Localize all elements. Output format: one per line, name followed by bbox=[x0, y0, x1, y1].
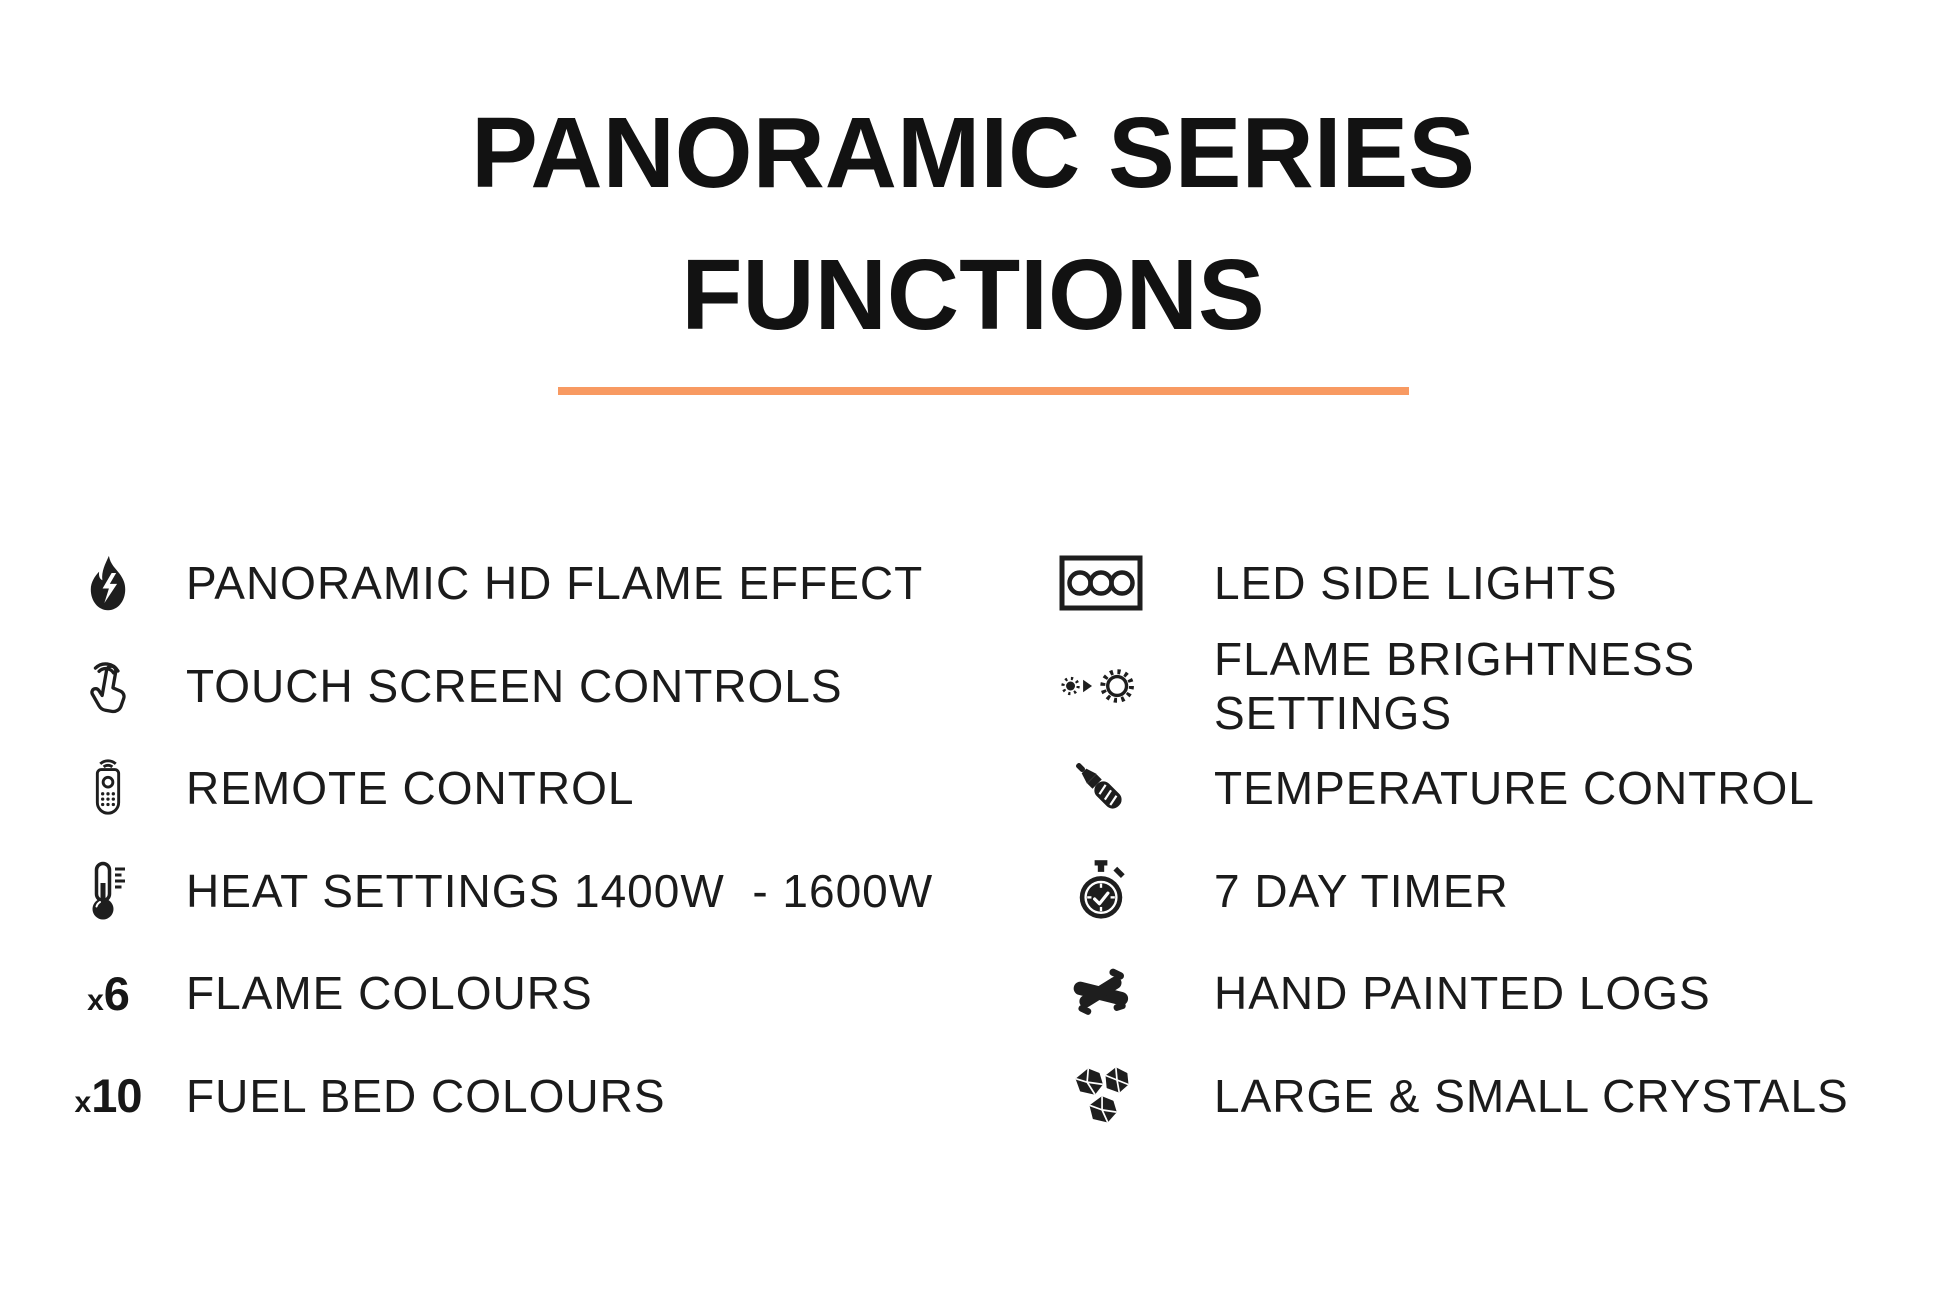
stopwatch-icon bbox=[1058, 855, 1144, 927]
x10-badge-prefix: x bbox=[74, 1086, 92, 1120]
page-title bbox=[0, 82, 1946, 366]
feature-label: FUEL BED COLOURS bbox=[186, 1069, 666, 1122]
feature-label: HAND PAINTED LOGS bbox=[1214, 967, 1711, 1020]
feature-label: TEMPERATURE CONTROL bbox=[1214, 762, 1815, 815]
x6-badge bbox=[75, 966, 141, 1021]
feature-row bbox=[1058, 840, 1946, 943]
x6-badge-prefix: x bbox=[87, 983, 104, 1017]
feature-label: LARGE & SMALL CRYSTALS bbox=[1214, 1069, 1849, 1122]
feature-label: FLAME COLOURS bbox=[186, 967, 593, 1020]
feature-row bbox=[1058, 1045, 1946, 1148]
feature-column-left bbox=[75, 532, 933, 1147]
x6-badge-number: 6 bbox=[103, 966, 129, 1020]
feature-row bbox=[1058, 632, 1946, 739]
logs-icon bbox=[1058, 960, 1144, 1026]
feature-row bbox=[75, 737, 933, 840]
feature-label: FLAME BRIGHTNESS SETTINGS bbox=[1214, 632, 1709, 739]
page-title-line2: FUNCTIONS bbox=[681, 239, 1265, 351]
page-title-line1: PANORAMIC SERIES bbox=[471, 97, 1475, 209]
led-lights-icon bbox=[1058, 555, 1144, 611]
touch-icon bbox=[75, 650, 141, 722]
feature-label: TOUCH SCREEN CONTROLS bbox=[186, 659, 843, 712]
feature-row bbox=[75, 942, 933, 1045]
feature-row bbox=[75, 532, 933, 635]
feature-label: LED SIDE LIGHTS bbox=[1214, 557, 1618, 610]
feature-column-right bbox=[1058, 532, 1946, 1147]
feature-label: HEAT SETTINGS 1400W - 1600W bbox=[186, 864, 934, 917]
thermometer-icon bbox=[75, 852, 141, 930]
feature-row bbox=[1058, 532, 1946, 635]
title-divider bbox=[558, 387, 1409, 395]
flame-icon bbox=[75, 544, 141, 622]
feature-label: 7 DAY TIMER bbox=[1214, 864, 1509, 917]
feature-row bbox=[75, 635, 933, 738]
feature-row bbox=[1058, 737, 1946, 840]
crystals-icon bbox=[1058, 1064, 1144, 1128]
feature-label: PANORAMIC HD FLAME EFFECT bbox=[186, 557, 924, 610]
feature-row bbox=[1058, 942, 1946, 1045]
feature-label: REMOTE CONTROL bbox=[186, 762, 635, 815]
x10-badge bbox=[75, 1068, 141, 1123]
brightness-icon bbox=[1058, 657, 1144, 715]
feature-row bbox=[75, 1045, 933, 1148]
feature-row bbox=[75, 840, 933, 943]
remote-icon bbox=[75, 746, 141, 830]
screwdriver-icon bbox=[1058, 753, 1144, 823]
x10-badge-number: 10 bbox=[91, 1069, 142, 1123]
